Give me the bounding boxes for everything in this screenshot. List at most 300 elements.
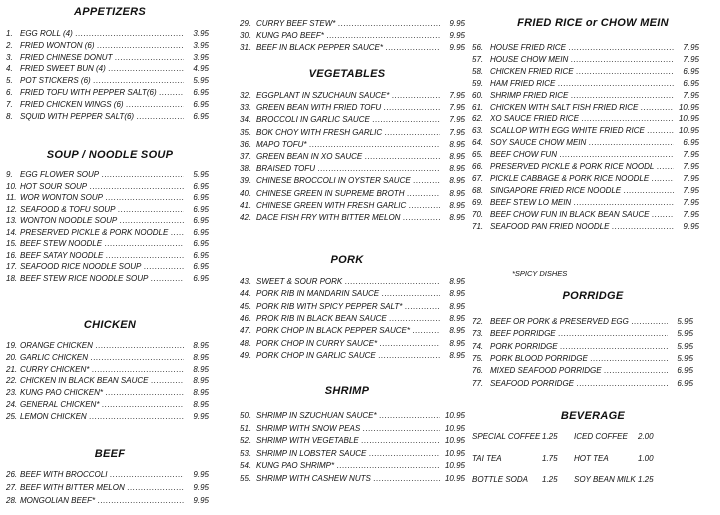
item-number: 46. — [240, 313, 252, 323]
menu-item — [466, 173, 720, 184]
item-price: 10.95 — [440, 423, 465, 434]
item-name: SEAFOOD & TOFU SOUP ..... — [20, 204, 186, 215]
menu-item — [0, 261, 220, 272]
menu-item — [0, 495, 220, 506]
item-name: DACE FISH FRY WITH BITTER MELON ..... — [256, 212, 442, 223]
item-price: 5.95 — [668, 341, 693, 352]
item-number: 4. — [6, 64, 13, 74]
item-number: 39. — [240, 176, 252, 186]
item-name: BEEF WITH BROCCOLI ..... — [20, 469, 186, 480]
menu-item — [466, 54, 720, 65]
item-price: 8.95 — [184, 352, 209, 363]
item-price: 6.95 — [184, 204, 209, 215]
item-price: 10.95 — [674, 102, 699, 113]
item-price: 6.95 — [674, 78, 699, 89]
item-number: 21. — [6, 364, 18, 374]
item-price: 8.95 — [440, 175, 465, 186]
menu-item — [228, 288, 466, 299]
menu-item — [0, 99, 220, 110]
item-number: 14. — [6, 227, 18, 237]
item-price: 9.95 — [674, 221, 699, 232]
item-name: PORK RIB IN MANDARIN SAUCE ..... — [256, 288, 442, 299]
item-price: 8.95 — [440, 151, 465, 162]
item-name: LEMON CHICKEN ..... — [20, 411, 186, 422]
menu-item — [466, 209, 720, 220]
menu-item — [466, 90, 720, 101]
item-price: 9.95 — [184, 482, 209, 493]
item-number: 10. — [6, 181, 18, 191]
item-name: GREEN BEAN IN XO SAUCE ..... — [256, 151, 442, 162]
menu-item — [466, 353, 720, 364]
item-number: 27. — [6, 483, 18, 492]
item-number: 11. — [6, 193, 17, 202]
item-name: HOUSE CHOW MEIN ..... — [490, 54, 676, 65]
item-price: 10.95 — [674, 125, 699, 136]
menu-item — [228, 90, 466, 101]
item-number: 16. — [6, 250, 18, 260]
beverage-price: 1.75 — [542, 454, 558, 463]
item-name: PRESERVED PICKLE & PORK NOODLE ..... — [20, 227, 186, 238]
menu-item — [228, 460, 466, 471]
item-number: 33. — [240, 103, 252, 113]
menu-item — [0, 399, 220, 410]
beverage-price: 1.25 — [638, 475, 654, 484]
menu-item — [466, 316, 720, 327]
item-name: FRIED SWEET BUN (4) ..... — [20, 63, 186, 74]
item-number: 20. — [6, 352, 18, 362]
item-name: SOY SAUCE CHOW MEIN ..... — [490, 137, 676, 148]
menu-item — [466, 185, 720, 196]
menu-item — [466, 378, 720, 389]
menu-item — [228, 151, 466, 162]
menu-item — [228, 175, 466, 186]
item-price: 6.95 — [184, 273, 209, 284]
menu-item — [466, 221, 720, 232]
item-name: SHRIMP WITH SNOW PEAS ..... — [256, 423, 442, 434]
item-name: BRAISED TOFU ..... — [256, 163, 442, 174]
beverage-name: SOY BEAN MILK — [574, 475, 636, 484]
chicken-title: CHICKEN — [83, 319, 137, 331]
item-number: 43. — [240, 277, 252, 286]
item-price: 10.95 — [440, 410, 465, 421]
item-price: 10.95 — [440, 435, 465, 446]
item-name: POT STICKERS (6) ..... — [20, 75, 186, 86]
menu-item — [0, 192, 220, 203]
item-number: 53. — [240, 448, 252, 458]
item-price: 7.95 — [674, 185, 699, 196]
beverage-title: BEVERAGE — [560, 410, 626, 422]
item-number: 25. — [6, 411, 18, 421]
item-number: 40. — [240, 188, 252, 198]
menu-item — [0, 215, 220, 226]
item-price: 6.95 — [674, 137, 699, 148]
menu-item — [466, 125, 720, 136]
item-name: PICKLE CABBAGE & PORK RICE NOODLE ..... — [490, 173, 676, 184]
item-number: 17. — [6, 262, 18, 271]
item-number: 15. — [6, 239, 18, 248]
menu-item — [466, 149, 720, 160]
item-price: 9.95 — [440, 18, 465, 29]
item-number: 68. — [472, 185, 484, 195]
item-name: CURRY BEEF STEW* ..... — [256, 18, 442, 29]
item-number: 64. — [472, 138, 484, 148]
item-number: 36. — [240, 139, 252, 149]
item-name: SCALLOP WITH EGG WHITE FRIED RICE ..... — [490, 125, 676, 136]
pork-title: PORK — [330, 254, 364, 266]
beverage-name: ICED COFFEE — [574, 432, 628, 441]
menu-item — [0, 469, 220, 480]
menu-item — [0, 87, 220, 98]
item-number: 66. — [472, 162, 484, 171]
item-number: 76. — [472, 366, 484, 376]
item-price: 5.95 — [184, 75, 209, 86]
item-number: 31. — [240, 43, 252, 52]
item-price: 10.95 — [674, 113, 699, 124]
item-price: 10.95 — [440, 460, 465, 471]
menu-item — [0, 227, 220, 238]
menu-item — [228, 350, 466, 361]
item-number: 41. — [240, 200, 252, 210]
item-number: 60. — [472, 90, 484, 100]
menu-item — [0, 364, 220, 375]
item-number: 73. — [472, 329, 484, 339]
item-name: SEAFOOD PAN FRIED NOODLE ..... — [490, 221, 676, 232]
item-price: 10.95 — [440, 448, 465, 459]
item-name: BEEF CHOW FUN ..... — [490, 149, 676, 160]
menu-item — [466, 341, 720, 352]
item-name: PORK RIB WITH SPICY PEPPER SALT* ..... — [256, 301, 442, 312]
item-name: WONTON NOODLE SOUP ..... — [20, 215, 186, 226]
menu-item — [466, 365, 720, 376]
item-price: 5.95 — [184, 169, 209, 180]
item-number: 30. — [240, 31, 252, 40]
menu-item — [228, 127, 466, 138]
item-number: 2. — [6, 40, 13, 50]
item-name: SWEET & SOUR PORK ..... — [256, 276, 442, 287]
item-number: 56. — [472, 43, 484, 52]
menu-item — [228, 423, 466, 434]
item-price: 7.95 — [674, 209, 699, 220]
spicy-dishes-note: *SPICY DISHES — [512, 269, 568, 278]
item-price: 8.95 — [440, 188, 465, 199]
beverage-name: BOTTLE SODA — [472, 475, 529, 484]
item-price: 7.95 — [674, 54, 699, 65]
item-number: 63. — [472, 126, 484, 136]
item-name: BEEF STEW RICE NOODLE SOUP ..... — [20, 273, 186, 284]
item-price: 6.95 — [184, 87, 209, 98]
item-price: 8.95 — [184, 399, 209, 410]
item-name: HOUSE FRIED RICE ..... — [490, 42, 676, 53]
item-number: 45. — [240, 301, 252, 311]
item-name: SHRIMP FRIED RICE ..... — [490, 90, 676, 101]
menu-item — [466, 328, 720, 339]
item-number: 38. — [240, 164, 252, 174]
menu-item — [0, 411, 220, 422]
item-name: SHRIMP IN LOBSTER SAUCE ..... — [256, 448, 442, 459]
item-price: 8.95 — [440, 139, 465, 150]
item-price: 8.95 — [440, 288, 465, 299]
item-name: CURRY CHICKEN* ..... — [20, 364, 186, 375]
menu-item — [228, 325, 466, 336]
item-number: 50. — [240, 411, 252, 420]
beverage-price: 2.00 — [638, 432, 654, 441]
item-number: 52. — [240, 436, 252, 445]
item-number: 12. — [6, 204, 18, 214]
item-price: 7.95 — [674, 42, 699, 53]
item-name: GARLIC CHICKEN ..... — [20, 352, 186, 363]
item-number: 49. — [240, 350, 252, 360]
item-name: BEEF SATAY NOODLE ..... — [20, 250, 186, 261]
menu-item — [228, 301, 466, 312]
appetizers-title: APPETIZERS — [73, 6, 147, 18]
item-name: PRESERVED PICKLE & PORK RICE NOODL ..... — [490, 161, 676, 172]
item-name: BOK CHOY WITH FRESH GARLIC ..... — [256, 127, 442, 138]
item-price: 8.95 — [184, 340, 209, 351]
item-name: MIXED SEAFOOD PORRIDGE ..... — [490, 365, 670, 376]
item-price: 9.95 — [184, 469, 209, 480]
menu-item — [228, 139, 466, 150]
menu-item — [0, 375, 220, 386]
item-number: 6. — [6, 88, 13, 97]
item-price: 9.95 — [184, 495, 209, 506]
menu-item — [0, 340, 220, 351]
beef-title: BEEF — [94, 448, 126, 460]
menu-item — [0, 273, 220, 284]
item-number: 57. — [472, 54, 484, 64]
item-number: 26. — [6, 470, 18, 479]
item-price: 8.95 — [440, 212, 465, 223]
porridge-title: PORRIDGE — [562, 290, 624, 302]
menu-item — [0, 63, 220, 74]
item-name: MONGOLIAN BEEF* ..... — [20, 495, 186, 506]
item-price: 6.95 — [184, 181, 209, 192]
item-price: 7.95 — [440, 102, 465, 113]
item-name: KUNG PAO CHICKEN* ..... — [20, 387, 186, 398]
item-price: 7.95 — [674, 90, 699, 101]
item-number: 18. — [6, 273, 18, 283]
item-name: BEEF STEW NOODLE ..... — [20, 238, 186, 249]
item-price: 6.95 — [184, 111, 209, 122]
menu-item — [228, 212, 466, 223]
menu-item — [0, 28, 220, 39]
menu-item — [228, 473, 466, 484]
item-name: FRIED TOFU WITH PEPPER SALT(6) ..... — [20, 87, 186, 98]
item-number: 54. — [240, 461, 252, 470]
item-number: 59. — [472, 78, 484, 88]
menu-item — [228, 188, 466, 199]
menu-item — [466, 78, 720, 89]
menu-item — [0, 238, 220, 249]
item-price: 6.95 — [674, 66, 699, 77]
item-price: 6.95 — [184, 215, 209, 226]
menu-item — [228, 200, 466, 211]
item-number: 32. — [240, 91, 252, 100]
item-number: 7. — [6, 99, 13, 109]
item-number: 51. — [240, 423, 252, 433]
item-name: CHICKEN FRIED RICE ..... — [490, 66, 676, 77]
item-name: HAM FRIED RICE ..... — [490, 78, 676, 89]
menu-item — [0, 204, 220, 215]
item-name: CHINESE GREEN WITH FRESH GARLIC ..... — [256, 200, 442, 211]
menu-item — [228, 30, 466, 41]
item-name: SHRIMP WITH CASHEW NUTS ..... — [256, 473, 442, 484]
menu-item — [0, 52, 220, 63]
item-name: WOR WONTON SOUP ..... — [20, 192, 186, 203]
item-number: 62. — [472, 114, 484, 124]
item-price: 8.95 — [440, 200, 465, 211]
menu-item — [228, 18, 466, 29]
beverage-price: 1.25 — [542, 432, 558, 441]
menu-item — [228, 102, 466, 113]
item-name: BEEF OR PORK & PRESERVED EGG ..... — [490, 316, 670, 327]
item-price: 10.95 — [440, 473, 465, 484]
item-name: BEEF IN BLACK PEPPER SAUCE* ..... — [256, 42, 442, 53]
item-number: 29. — [240, 19, 252, 28]
item-price: 5.95 — [668, 328, 693, 339]
item-price: 8.95 — [440, 301, 465, 312]
item-name: PORK BLOOD PORRIDGE ..... — [490, 353, 670, 364]
menu-item — [466, 113, 720, 124]
menu-item — [466, 161, 720, 172]
item-price: 7.95 — [674, 161, 699, 172]
item-price: 8.95 — [440, 338, 465, 349]
item-name: GREEN BEAN WITH FRIED TOFU ..... — [256, 102, 442, 113]
item-price: 7.95 — [674, 173, 699, 184]
menu-item — [0, 387, 220, 398]
menu-item — [466, 197, 720, 208]
item-name: CHINESE BROCCOLI IN OYSTER SAUCE ..... — [256, 175, 442, 186]
item-price: 6.95 — [184, 192, 209, 203]
item-name: PORK CHOP IN CURRY SAUCE* ..... — [256, 338, 442, 349]
item-price: 8.95 — [440, 313, 465, 324]
soup-title: SOUP / NOODLE SOUP — [46, 149, 174, 161]
menu-item — [466, 102, 720, 113]
beverage-name: SPECIAL COFFEE — [472, 432, 541, 441]
item-name: FRIED CHICKEN WINGS (6) ..... — [20, 99, 186, 110]
item-price: 5.95 — [668, 353, 693, 364]
item-number: 72. — [472, 317, 484, 326]
item-name: CHINESE GREEN IN SUPREME BROTH ..... — [256, 188, 442, 199]
beverage-name: TAI TEA — [472, 454, 502, 463]
item-name: BEEF PORRIDGE ..... — [490, 328, 670, 339]
item-number: 74. — [472, 341, 484, 351]
item-name: EGG ROLL (4) ..... — [20, 28, 186, 39]
item-name: SEAFOOD PORRIDGE ..... — [490, 378, 670, 389]
item-name: BEEF WITH BITTER MELON ..... — [20, 482, 186, 493]
item-price: 6.95 — [184, 227, 209, 238]
item-price: 7.95 — [440, 127, 465, 138]
item-name: BROCCOLI IN GARLIC SAUCE ..... — [256, 114, 442, 125]
beverage-name: HOT TEA — [574, 454, 609, 463]
item-name: XO SAUCE FRIED RICE ..... — [490, 113, 676, 124]
menu-item — [0, 352, 220, 363]
item-price: 3.95 — [184, 52, 209, 63]
item-price: 8.95 — [440, 325, 465, 336]
item-price: 4.95 — [184, 63, 209, 74]
item-number: 34. — [240, 115, 252, 125]
item-name: SHRIMP WITH VEGETABLE ..... — [256, 435, 442, 446]
item-name: SEAFOOD RICE NOODLE SOUP ..... — [20, 261, 186, 272]
menu-item — [228, 163, 466, 174]
item-name: CHICKEN WITH SALT FISH FRIED RICE ..... — [490, 102, 676, 113]
item-price: 6.95 — [184, 261, 209, 272]
item-price: 9.95 — [440, 42, 465, 53]
item-price: 8.95 — [184, 375, 209, 386]
menu-item — [0, 75, 220, 86]
menu-item — [228, 435, 466, 446]
item-number: 22. — [6, 376, 18, 386]
item-name: FRIED WONTON (6) ..... — [20, 40, 186, 51]
item-number: 9. — [6, 170, 13, 179]
item-name: MAPO TOFU* ..... — [256, 139, 442, 150]
item-number: 69. — [472, 197, 484, 207]
item-price: 8.95 — [440, 276, 465, 287]
item-price: 9.95 — [440, 30, 465, 41]
menu-item — [228, 42, 466, 53]
item-price: 7.95 — [674, 149, 699, 160]
item-number: 13. — [6, 216, 18, 225]
item-price: 8.95 — [184, 387, 209, 398]
item-number: 65. — [472, 150, 484, 160]
menu-item — [466, 66, 720, 77]
item-name: BEEF CHOW FUN IN BLACK BEAN SAUCE ..... — [490, 209, 676, 220]
item-number: 61. — [472, 102, 484, 112]
item-number: 67. — [472, 173, 484, 183]
item-name: FRIED CHINESE DONUT ..... — [20, 52, 186, 63]
item-name: CHICKEN IN BLACK BEAN SAUCE ..... — [20, 375, 186, 386]
item-number: 5. — [6, 76, 13, 86]
beverage-price: 1.00 — [638, 454, 654, 463]
item-name: ORANGE CHICKEN ..... — [20, 340, 186, 351]
beverage-price: 1.25 — [542, 475, 558, 484]
item-price: 6.95 — [184, 99, 209, 110]
menu-item — [0, 111, 220, 122]
item-price: 6.95 — [184, 250, 209, 261]
item-name: KUNG PAO SHRIMP* ..... — [256, 460, 442, 471]
item-number: 28. — [6, 496, 18, 505]
menu-item — [228, 114, 466, 125]
item-number: 48. — [240, 338, 252, 348]
item-name: SINGAPORE FRIED RICE NOODLE ..... — [490, 185, 676, 196]
item-price: 3.95 — [184, 40, 209, 51]
item-name: PROK RIB IN BLACK BEAN SAUCE ..... — [256, 313, 442, 324]
item-price: 8.95 — [440, 350, 465, 361]
item-number: 44. — [240, 289, 252, 299]
item-number: 8. — [6, 111, 13, 121]
item-price: 3.95 — [184, 28, 209, 39]
item-number: 47. — [240, 326, 252, 336]
item-price: 7.95 — [440, 114, 465, 125]
menu-item — [466, 42, 720, 53]
item-number: 70. — [472, 209, 484, 219]
item-number: 75. — [472, 353, 484, 363]
item-number: 23. — [6, 388, 18, 398]
fried-rice-title: FRIED RICE or CHOW MEIN — [517, 17, 669, 29]
item-name: SHRIMP IN SZUCHUAN SAUCE* ..... — [256, 410, 442, 421]
menu-item — [0, 40, 220, 51]
item-number: 77. — [472, 378, 484, 388]
menu-item — [228, 276, 466, 287]
menu-item — [228, 313, 466, 324]
item-number: 37. — [240, 152, 252, 161]
item-number: 42. — [240, 213, 252, 222]
item-number: 71. — [472, 221, 484, 231]
item-price: 9.95 — [184, 411, 209, 422]
item-name: PORK PORRIDGE ..... — [490, 341, 670, 352]
item-number: 58. — [472, 66, 484, 76]
item-number: 35. — [240, 127, 252, 137]
item-price: 6.95 — [668, 378, 693, 389]
